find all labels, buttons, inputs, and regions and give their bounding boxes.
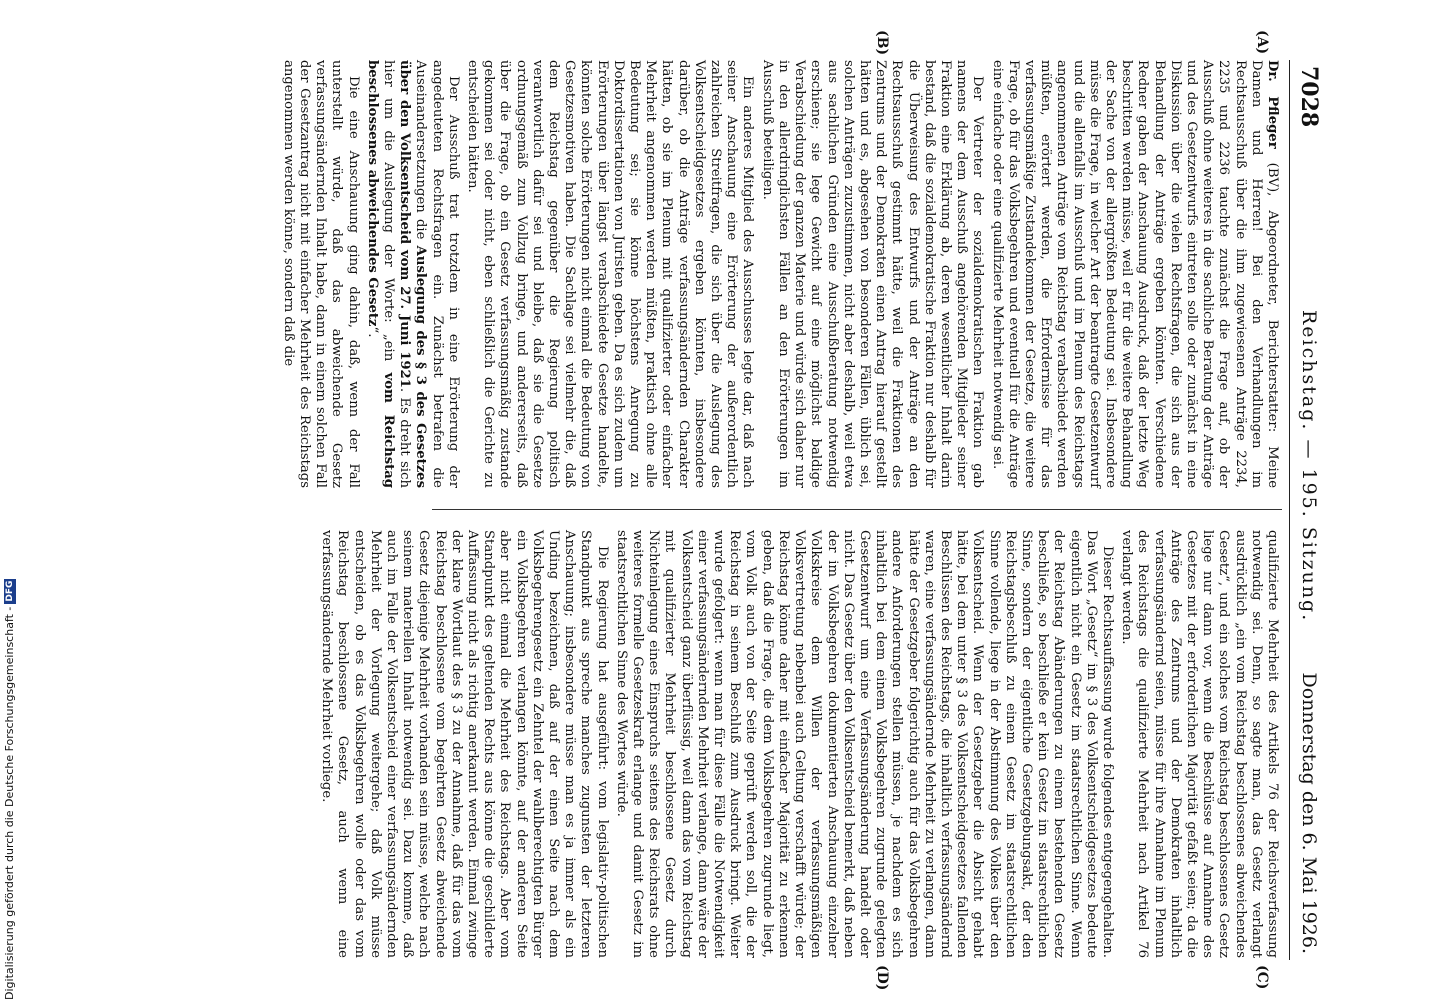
speaker-name: Dr. Pfleger: [1265, 60, 1280, 149]
header-session: Reichstag. — 195. Sitzung.: [1298, 310, 1320, 623]
paragraph: Die eine Anschauung ging dahin, daß, wenn der Fall unterstellt würde, daß das abweichende Gesetz verfassungsändernden Inhalt habe, dann in einem solchen Fall der Gesetzantrag nicht mit einfacher Mehrheit des Reichstags angenommen werden könne, sondern daß die: [280, 60, 361, 488]
paragraph: [364, 60, 461, 488]
paragraph-text: Der Ausschuß trat trotzdem in eine Erörterung der angedeuteten Rechtsfragen ein. Zunächst betrafen die Auseinandersetzungen die: [413, 60, 461, 488]
paragraph: qualifizierte Mehrheit des Artikels 76 der Reichsverfassung notwendig sei. Denn, so sagte man, das Gesetz verlangt ausdrücklich „ein vom Reichstag beschlossenes abweichendes Gesetz“, und ein solches vom Reichstag beschlossenes Gesetz liege nur dann vor, wenn die Beschlüsse auf Annahme des Gesetzes mit der erforderlichen Majorität gefaßt seien; da die Anträge des Zentrums und der Demokraten inhaltlich verfassungsändernd seien, müsse für ihre Annahme im Plenum des Reichstags die qualifizierte Mehrheit nach Artikel 76 verlangt werden.: [1119, 530, 1280, 958]
margin-mark-d: (D): [874, 965, 890, 991]
margin-mark-a: (A): [1254, 30, 1270, 55]
page-number: 7028: [1296, 66, 1322, 128]
paragraph: Der Vertreter der sozialdemokratischen Fraktion gab namens der dem Ausschuß angehörenden Mitglieder seiner Fraktion eine Erklärung ab, deren wesentlicher Inhalt darin bestand, daß die sozialdemokratische Fraktion nur deshalb für die Überweisung des Entwurfs und der Anträge an den Rechtsausschuß gestimmt hätte, weil die Fraktionen des Zentrums und der Demokraten einen Antrag hierauf gestellt hätten und es, abgesehen von besonderen Fällen, üblich sei, solchen Anträgen zuzustimmen, nicht aber deshalb, weil etwa aus sachlichen Gründen eine Ausschußberatung notwendig erschiene; sie lege Gewicht auf eine möglichst baldige Verabschiedung der ganzen Materie und würde sich daher nur in den allerdringlichsten Fällen an den Erörterungen im Ausschuß beteiligen.: [759, 60, 986, 488]
paragraph-text: “.: [364, 326, 380, 338]
emphasis-text: Auslegung des § 3 des Gesetzes über den Volksentscheid vom 27. Juni 1921: [397, 60, 429, 488]
digitization-credit: [0, 0, 20, 1000]
rotated-sheet: [120, 30, 1330, 991]
paragraph: Dieser Rechtsauffassung wurde folgendes entgegengehalten. Das Wort „Gesetz“ im § 3 des Volksentscheidgesetzes bedeute eigentlich nicht ein Gesetz im staatsrechtlichen Sinne. Wenn der Reichstag Abänderungen zu einem bestehenden Gesetz beschließe, so beschließe er kein Gesetz im staatsrechtlichen Sinne, sondern der eigentliche Gesetzgebungsakt, der den Reichstagsbeschluß zu einem Gesetz im staatsrechtlichen Sinne vollende, liege in der Abstimmung des Volkes über den Volksentscheid. Wenn der Gesetzgeber die Absicht gehabt hätte, bei dem unter § 3 des Volksentscheidgesetzes fallenden Beschlüssen des Reichstags, die inhaltlich verfassungsändernd waren, eine verfassungsändernde Mehrheit zu verlangen, dann hätte der Gesetzgeber folgerichtig auch für das Volksbegehren andere Anforderungen stellen müssen, je nachdem es sich inhaltlich bei dem einem Volksbegehren zugrunde gelegten Gesetzentwurf um eine Verfassungsänderung handelt oder nicht. Das Gesetz über den Volksentscheid bemerkt, daß neben der im Volksbegehren dokumentierten Anschauung einzelner Volkskreise dem Willen der verfassungsmäßigen Volksvertretung nebenbei auch Geltung verschafft würde; der Reichstag könne daher mit einfacher Majorität zu erkennen geben, daß die Frage, die dem Volksbegehren zugrunde liegt, vom Volk auch von der Seite geprüft werden soll, die der Reichstag in seinem Beschluß zum Ausdruck bringt. Weiter wurde gefolgert: wenn man für diese Fälle die Notwendigkeit einer verfassungsändernden Mehrheit verlange, dann wäre der Volksentscheid ganz überflüssig, weil dann das vom Reichstag mit qualifizierter Mehrheit beschlossene Gesetz durch Nichteinlegung eines Einspruchs seitens des Reichsrats ohne weiteres formelle Gesetzeskraft erlange und damit Gesetz im staatsrechtlichen Sinne des Wortes würde.: [613, 530, 1115, 958]
page-header: [1289, 60, 1330, 960]
column-divider: [432, 509, 1282, 510]
credit-text: Digitalisierung gefördert durch die Deutsche Forschungsgemeinschaft -: [3, 606, 16, 1000]
paragraph-text: (BV), Abgeordneter, Berichterstatter: Meine Damen und Herren! Bei den Verhandlungen im Rechtsausschuß über die ihm zugewiesenen Anträge 2234, 2235 und 2236 tauchte zunächst die Frage auf, ob der Ausschuß ohne weiteres in die sachliche Beratung der Anträge und des Gesetzentwurfs eintreten solle oder zunächst in eine Diskussion über die vielen Rechtsfragen, die sich aus der Behandlung der Anträge ergeben könnten. Verschiedene Redner gaben der Anschauung Ausdruck, daß der letzte Weg beschritten werden müsse, weil er für die weitere Behandlung der Sache von der allergrößten Bedeutung sei. Insbesondere müsse die Frage, in welcher Art der beantragte Gesetzentwurf und die allenfalls im Ausschuß und im Plenum des Reichstags angenommenen Anträge vom Reichstag verabschiedet werden müßten, erörtert werden, die Erfordernisse für das verfassungsmäßige Zustandekommen der Gesetze, die weitere Frage, ob für das Volksbegehren und eventuell für die Anträge eine einfache oder eine qualifizierte Mehrheit notwendig sei.: [989, 60, 1280, 489]
paragraph: [988, 60, 1280, 488]
paragraph-text: . Es dreht sich hier um die Auslegung der Worte: „ein: [381, 60, 413, 488]
paragraph: Die Regierung hat ausgeführt: vom legislativ-politischen Standpunkt aus spreche manches zugunsten der letzteren Anschauung; insbesondere müsse man es ja immer als ein Unding bezeichnen, daß auf der einen Seite nach dem Volksbegehrengesetz ein Zehntel der wahlberechtigten Bürger ein Volksbegehren verlangen könnte, auf der anderen Seite aber nicht einmal die Mehrheit des Reichstags. Aber vom Standpunkt des geltenden Rechts aus könne die geschilderte Auffassung nicht als richtig anerkannt werden. Einmal zwinge der klare Wortlaut des § 3 zu der Annahme, daß für das vom Reichstag beschlossene vom begehrten Gesetz abweichende Gesetz diejenige Mehrheit vorhanden sein müsse, welche nach seinem materiellen Inhalt notwendig sei. Dazu komme, daß auch im Falle der Volksentscheid einer verfassungsändernden Mehrheit der Vorlegung weitergehe; daß Volk müsse entscheiden, ob es das Volksbegehren wolle oder das vom Reichstag beschlossene Gesetz, auch wenn eine verfassungsändernde Mehrheit vorliege.: [319, 530, 610, 958]
paragraph: Ein anderes Mitglied des Ausschusses legte dar, daß nach seiner Anschauung eine Erörterung der außerordentlich zahlreichen Streitfragen, die sich über die Auslegung des Volksentscheidgesetzes ergeben könnten, insbesondere darüber, ob die Anträge verfassungsändernden Charakter hätten, ob sie im Plenum mit qualifizierter oder einfacher Mehrheit angenommen werden müßten, praktisch ohne alle Bedeutung sei; sie könne höchstens Anregung zu Doktordissertationen von Juristen geben. Da es sich zudem um Erörterungen über längst verabschiedete Gesetze handelte, könnten solche Erörterungen nicht einmal die Bedeutung von Gesetzesmotiven haben. Die Sachlage sei vielmehr die, daß dem Reichstag gegenüber die Regierung politisch verantwortlich dafür sei und bleibe, daß sie die Gesetze ordnungsgemäß zum Vollzug bringe, und andererseits, daß über die Frage, ob ein Gesetz verfassungsmäßig zustande gekommen sei oder nicht, eben schließlich die Gerichte zu entscheiden hätten.: [465, 60, 756, 488]
scanned-page: [120, 30, 1330, 991]
margin-mark-b: (B): [874, 30, 890, 56]
header-date: Donnerstag den 6. Mai 1926.: [1298, 672, 1320, 954]
margin-mark-c: (C): [1254, 965, 1270, 990]
emphasis-text: vom Reichstag beschlossenes abweichendes Gesetz: [364, 60, 397, 488]
left-column: [277, 60, 1280, 488]
dfg-logo: DFG: [5, 580, 15, 602]
right-column: [315, 530, 1280, 958]
